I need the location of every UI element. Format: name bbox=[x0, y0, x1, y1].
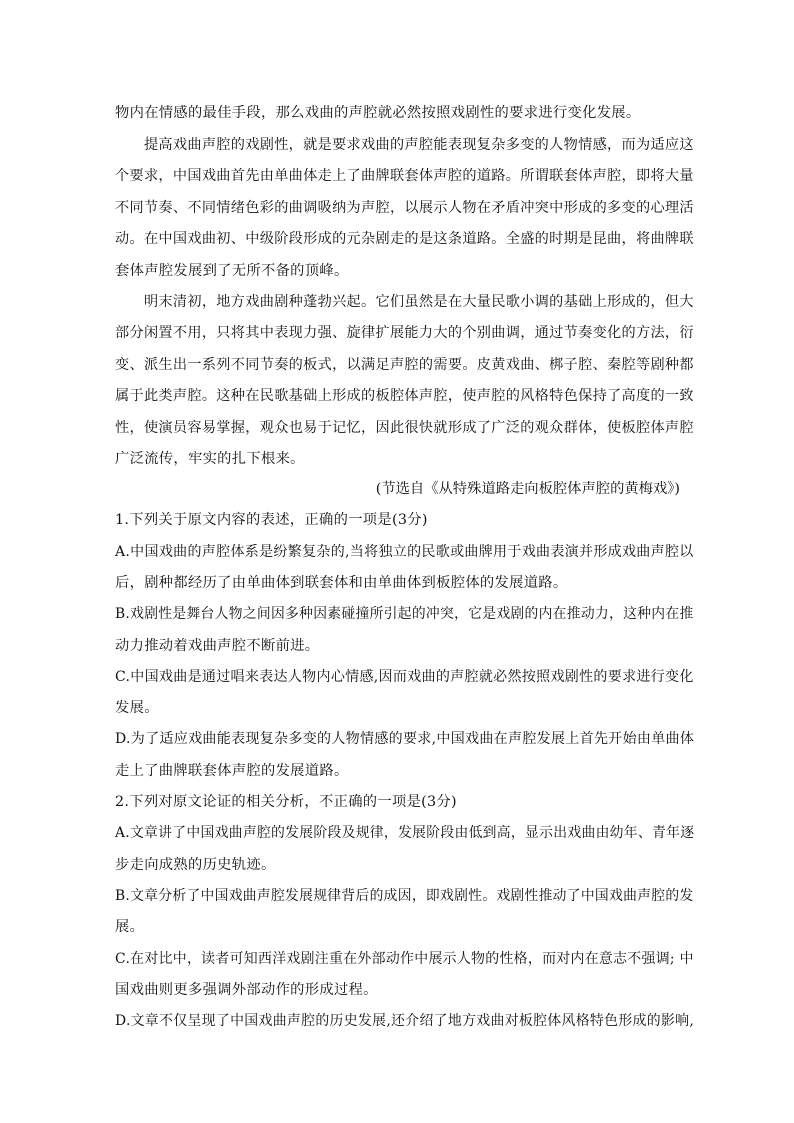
passage-line: 提高戏曲声腔的戏剧性，就是要求戏曲的声腔能表现复杂多变的人物情感，而为适应这 bbox=[115, 137, 694, 153]
passage-line: 部分闲置不用，只将其中表现力强、旋律扩展能力大的个别曲调，通过节奏变化的方法，衍 bbox=[115, 325, 694, 341]
source-citation: (节选自《从特殊道路走向板腔体声腔的黄梅戏》) bbox=[375, 481, 680, 497]
passage-line: 不同节奏、不同情绪色彩的曲调吸纳为声腔，以展示人物在矛盾冲突中形成的多变的心理活 bbox=[115, 200, 694, 216]
passage-line: 性，使演员容易掌握，观众也易于记忆，因此很快就形成了广泛的观众群体，使板腔体声腔 bbox=[115, 420, 694, 436]
answer-option: C.中国戏曲是通过唱来表达人物内心情感,因而戏曲的声腔就必然按照戏剧性的要求进行变化 bbox=[115, 669, 694, 685]
answer-option: 走上了曲牌联套体声腔的发展道路。 bbox=[115, 763, 349, 779]
answer-option: A.中国戏曲的声腔体系是纷繁复杂的,当将独立的民歌或曲牌用于戏曲表演并形成戏曲声腔以 bbox=[115, 544, 694, 560]
passage-line: 物内在情感的最佳手段，那么戏曲的声腔就必然按照戏剧性的要求进行变化发展。 bbox=[115, 105, 641, 121]
answer-option: 展。 bbox=[115, 919, 145, 935]
answer-option: D.文章不仅呈现了中国戏曲声腔的历史发展,还介绍了地方戏曲对板腔体风格特色形成的影响, bbox=[115, 1013, 695, 1029]
passage-line: 变、派生出一系列不同节奏的板式，以满足声腔的需要。皮黄戏曲、梆子腔、秦腔等剧种都 bbox=[115, 357, 694, 373]
answer-option: 动力推动着戏曲声腔不断前进。 bbox=[115, 638, 320, 654]
passage-line: 属于此类声腔。这种在民歌基础上形成的板腔体声腔，使声腔的风格特色保持了高度的一致 bbox=[115, 388, 694, 404]
passage-line: 个要求，中国戏曲首先由单曲体走上了曲牌联套体声腔的道路。所谓联套体声腔，即将大量 bbox=[115, 168, 694, 184]
question-stem: 1.下列关于原文内容的表述，正确的一项是(3分) bbox=[115, 512, 428, 528]
answer-option: 步走向成熟的历史轨迹。 bbox=[115, 857, 276, 873]
passage-line: 动。在中国戏曲初、中级阶段形成的元杂剧走的是这条道路。全盛的时期是昆曲，将曲牌联 bbox=[115, 231, 694, 247]
answer-option: 发展。 bbox=[115, 700, 159, 716]
answer-option: 国戏曲则更多强调外部动作的形成过程。 bbox=[115, 982, 378, 998]
passage-line: 套体声腔发展到了无所不备的顶峰。 bbox=[115, 263, 349, 279]
passage-line: 明末清初，地方戏曲剧种蓬勃兴起。它们虽然是在大量民歌小调的基础上形成的，但大 bbox=[115, 294, 694, 310]
question-stem: 2.下列对原文论证的相关分析，不正确的一项是(3分) bbox=[115, 794, 457, 810]
answer-option: B.文章分析了中国戏曲声腔发展规律背后的成因，即戏剧性。戏剧性推动了中国戏曲声腔的发 bbox=[115, 888, 694, 904]
answer-option: 后，剧种都经历了由单曲体到联套体和由单曲体到板腔体的发展道路。 bbox=[115, 575, 568, 591]
passage-line: 广泛流传，牢实的扎下根来。 bbox=[115, 451, 305, 467]
answer-option: C.在对比中，读者可知西洋戏剧注重在外部动作中展示人物的性格，而对内在意志不强调; 中 bbox=[115, 951, 694, 967]
answer-option: B.戏剧性是舞台人物之间因多种因素碰撞所引起的冲突，它是戏剧的内在推动力，这种内在推 bbox=[115, 606, 694, 622]
answer-option: A.文章讲了中国戏曲声腔的发展阶段及规律，发展阶段由低到高，显示出戏曲由幼年、青年逐 bbox=[115, 825, 695, 841]
answer-option: D.为了适应戏曲能表现复杂多变的人物情感的要求,中国戏曲在声腔发展上首先开始由单曲体 bbox=[115, 731, 695, 747]
